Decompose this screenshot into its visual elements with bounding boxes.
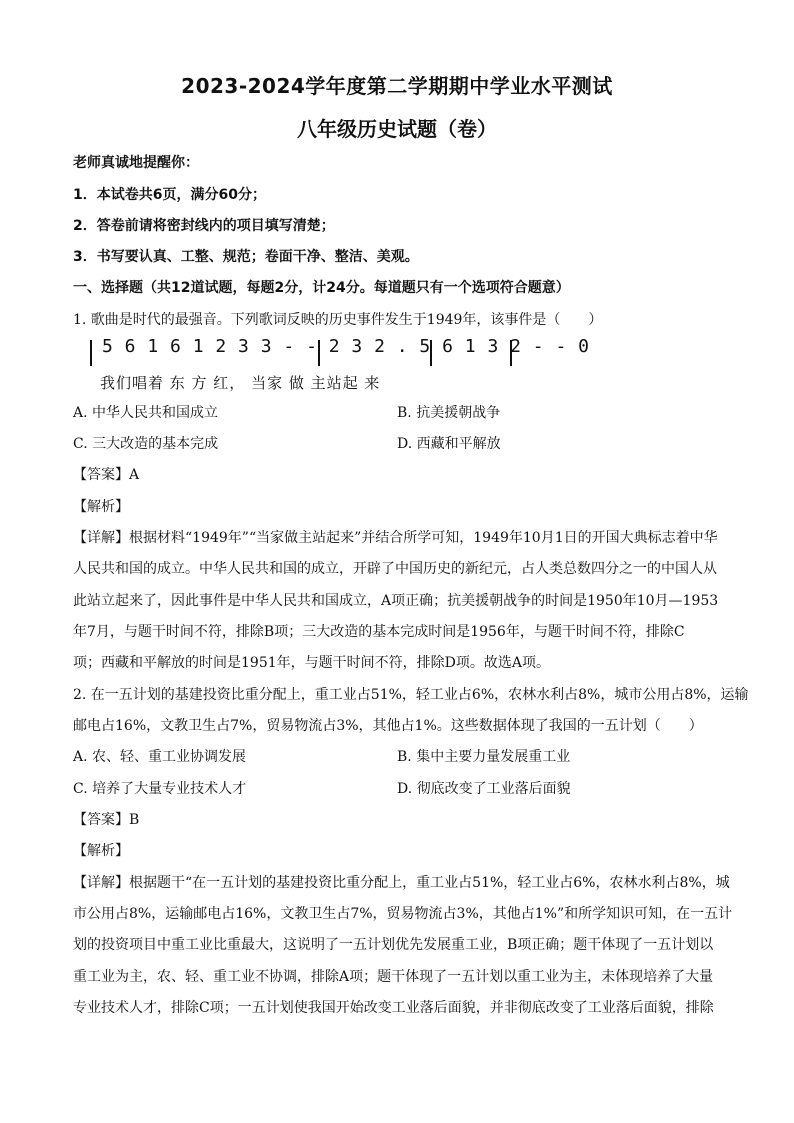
q2-stem-line: 邮电占16%，文教卫生占7%，贸易物流占3%，其他占1%。这些数据体现了我国的一五计划（ ） [73, 718, 703, 734]
q1-detail-line: 此站立起来了，因此事件是中华人民共和国成立，A项正确；抗美援朝战争的时间是1950年10月—1953 [73, 593, 719, 609]
q1-option-a: A. 中华人民共和国成立 [73, 405, 219, 421]
exam-subtitle: 八年级历史试题（卷） [297, 117, 497, 141]
q2-detail-line: 重工业为主，农、轻、重工业不协调，排除A项；题干体现了一五计划以重工业为主，未体现培养了大量 [73, 969, 714, 985]
notice-item-3: 3．书写要认真、工整、规范；卷面干净、整洁、美观。 [73, 249, 419, 265]
exam-title: 2023-2024学年度第二学期期中学业水平测试 [181, 74, 613, 98]
bar-line [90, 340, 92, 366]
notice-heading: 老师真诚地提醒你： [73, 155, 199, 171]
q2-detail-line: 专业技术人才，排除C项；一五计划使我国开始改变工业落后面貌，并非彻底改变了工业落后面貌，排除 [73, 1000, 714, 1016]
q2-stem-line: 2. 在一五计划的基建投资比重分配上，重工业占51%，轻工业占6%，农林水利占8%，城市公用占8%，运输 [73, 687, 749, 703]
q1-detail-line: 人民共和国的成立。中华人民共和国的成立，开辟了中国历史的新纪元，占人类总数四分之一的中国人从 [73, 561, 717, 577]
q2-option-b: B. 集中主要力量发展重工业 [397, 749, 571, 765]
q2-option-d: D. 彻底改变了工业落后面貌 [397, 781, 571, 797]
q1-detail-line: 年7月，与题干时间不符，排除B项；三大改造的基本完成时间是1956年，与题干时间不符，排除C [73, 624, 685, 640]
music-notation [90, 336, 590, 396]
section-heading: 一、选择题（共12道试题，每题2分，计24分。每道题只有一个选项符合题意） [73, 280, 570, 296]
q1-option-d: D. 西藏和平解放 [397, 436, 501, 452]
q2-detail-line: 【详解】根据题干“在一五计划的基建投资比重分配上，重工业占51%，轻工业占6%，农林水利占8%，城 [73, 875, 730, 891]
q2-detail-line: 划的投资项目中重工业比重最大，这说明了一五计划优先发展重工业，B项正确；题干体现了一五计划以 [73, 937, 714, 953]
notice-item-1: 1．本试卷共6页，满分60分； [73, 187, 266, 203]
notice-item-2: 2．答卷前请将密封线内的项目填写清楚； [73, 218, 335, 234]
q2-option-a: A. 农、轻、重工业协调发展 [73, 749, 247, 765]
q1-stem: 1. 歌曲是时代的最强音。下列歌词反映的历史事件发生于1949年，该事件是（ ） [73, 312, 603, 328]
q2-option-c: C. 培养了大量专业技术人才 [73, 781, 247, 797]
q1-option-c: C. 三大改造的基本完成 [73, 436, 219, 452]
q1-answer: 【答案】A [73, 467, 140, 483]
q1-detail-line: 项；西藏和平解放的时间是1951年，与题干时间不符，排除D项。故选A项。 [73, 655, 550, 671]
q1-analysis: 【解析】 [73, 499, 129, 515]
q1-option-b: B. 抗美援朝战争 [397, 405, 501, 421]
q1-detail-line: 【详解】根据材料“1949年”“当家做主站起来”并结合所学可知，1949年10月1日的开国大典标志着中华 [73, 530, 718, 546]
notation-notes: 5 6 1 6 1 2 3 3 - - 2 3 2 . 5 6 1 3 2 - - 0 [102, 336, 590, 357]
q2-detail-line: 市公用占8%，运输邮电占16%，文教卫生占7%，贸易物流占3%，其他占1%”和所学知识可知，在一五计 [73, 906, 733, 922]
q2-answer: 【答案】B [73, 812, 140, 828]
notation-lyrics: 我们唱着 东 方 红， 当家 做 主站起 来 [100, 374, 381, 392]
q2-analysis: 【解析】 [73, 843, 129, 859]
